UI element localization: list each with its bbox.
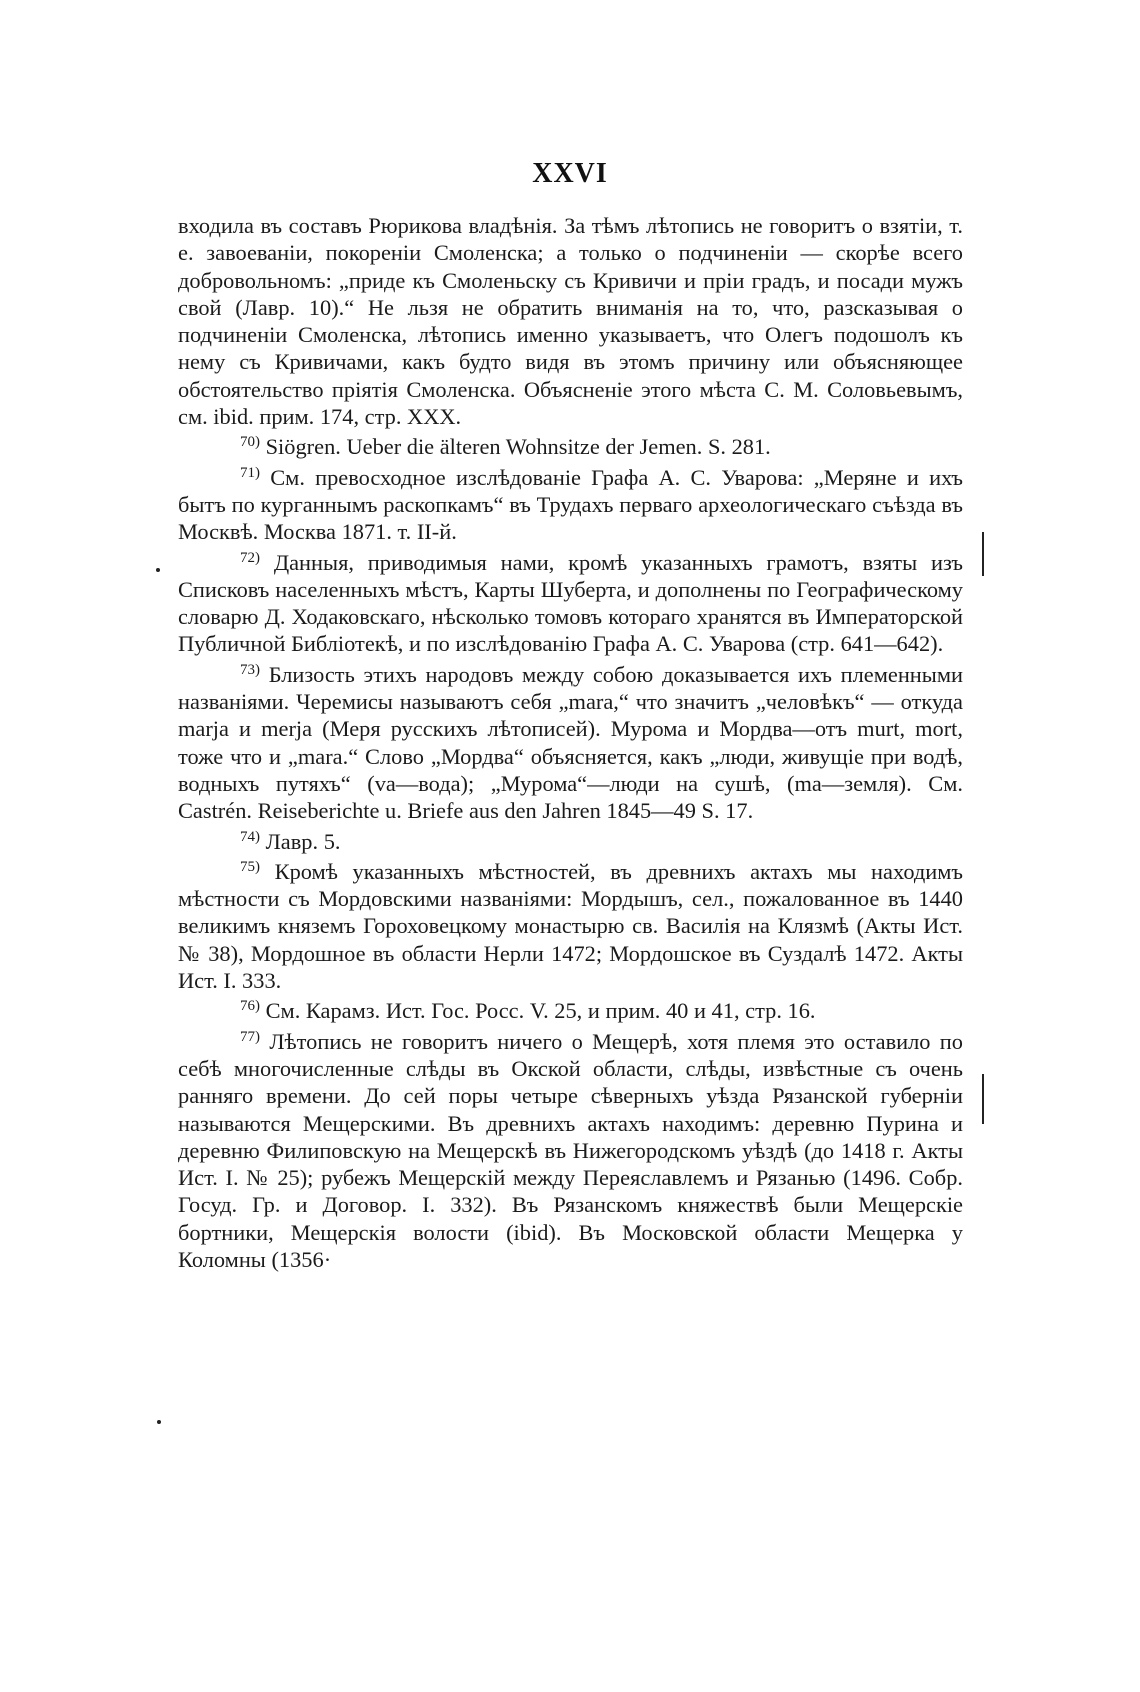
margin-mark-dot — [157, 1420, 161, 1424]
footnote-number: 74) — [240, 828, 260, 845]
footnote-number: 75) — [240, 858, 260, 875]
footnote-72 — [178, 549, 963, 658]
margin-mark-line — [982, 532, 984, 576]
footnote-number: 71) — [240, 464, 260, 481]
footnote-text: Лѣтопись не говоритъ ничего о Мещерѣ, хотя племя это оставило по себѣ многочисленные слѣды въ Окской области, слѣды, извѣстные съ очень ранняго времени. До сей поры четыре сѣверныхъ уѣзда Рязанской губерніи называются Мещерскими. Въ древнихъ актахъ находимъ: деревню Пурина и деревню Филиповскую на Мещерскѣ въ Нижегородскомъ уѣздѣ (до 1418 г. Акты Ист. I. № 25); рубежъ Мещерскій между Переяславлемъ и Рязанью (1496. Собр. Госуд. Гр. и Договор. I. 332). Въ Рязанскомъ княжествѣ были Мещерскіе бортники, Мещерскія волости (ibid). Въ Московской области Мещерка у Коломны (1356· — [178, 1028, 963, 1272]
page-body — [178, 212, 963, 1276]
footnote-number: 76) — [240, 998, 260, 1015]
paragraph-continuation — [178, 212, 963, 430]
footnote-70 — [178, 433, 963, 460]
footnote-number: 70) — [240, 434, 260, 451]
footnote-number: 77) — [240, 1028, 260, 1045]
page-folio: XXVI — [532, 158, 608, 189]
footnote-text: См. превосходное изслѣдованіе Графа А. С. Уварова: „Меряне и ихъ бытъ по курганнымъ раскопкамъ“ въ Трудахъ перваго археологическаго съѣзда въ Москвѣ. Москва 1871. т. II-й. — [178, 464, 963, 545]
footnote-71 — [178, 464, 963, 546]
footnote-77 — [178, 1028, 963, 1274]
footnote-text: См. Карамз. Ист. Гос. Росс. V. 25, и прим. 40 и 41, стр. 16. — [265, 998, 816, 1024]
footnote-text: Близость этихъ народовъ между собою доказывается ихъ племенными названіями. Черемисы называютъ себя „mara,“ что значитъ „человѣкъ“ — откуда marja и merja (Меря русскихъ лѣтописей). Мурома и Мордва—отъ murt, mort, тоже что и „mara.“ Слово „Мордва“ объясняется, какъ „люди, живущіе при водѣ, водныхъ путяхъ“ (va—вода); „Мурома“—люди на сушѣ, (ma—земля). См. Castrén. Reiseberichte u. Briefe aus den Jahren 1845—49 S. 17. — [178, 661, 963, 824]
footnote-text: Лавр. 5. — [265, 828, 341, 854]
paragraph-text: входила въ составъ Рюрикова владѣнія. За тѣмъ лѣтопись не говоритъ о взятіи, т. е. завоеваніи, покореніи Смоленска; а только о подчиненіи — скорѣе всего добровольномъ: „приде къ Смоленьску съ Кривичи и пріи градъ, и посади мужъ свой (Лавр. 10).“ Не льзя не обратить вниманія на то, что, разсказывая о подчиненіи Смоленска, лѣтопись именно указываетъ, что Олегъ подошолъ къ нему съ Кривичами, какъ будто видя въ этомъ причину или объясняющее обстоятельство прiятія Смоленска. Объясненіе этого мѣста С. М. Соловьевымъ, см. ibid. прим. 174, стр. XXX. — [178, 213, 963, 430]
margin-mark-dot — [156, 568, 160, 572]
footnote-74 — [178, 828, 963, 855]
footnote-text: Siögren. Ueber die älteren Wohnsitze der Jemen. S. 281. — [265, 434, 771, 460]
footnote-75 — [178, 858, 963, 994]
footnote-73 — [178, 661, 963, 825]
footnote-text: Данныя, приводимыя нами, кромѣ указанныхъ грамотъ, взяты изъ Списковъ населенныхъ мѣстъ, Карты Шуберта, и дополнены по Географическому словарю Д. Ходаковскаго, нѣсколько томовъ котораго хранятся въ Императорской Публичной Библіотекѣ, и по изслѣдованію Графа А. С. Уварова (стр. 641—642). — [178, 549, 963, 657]
footnote-number: 72) — [240, 549, 260, 566]
footnote-number: 73) — [240, 661, 260, 678]
margin-mark-line — [982, 1074, 984, 1124]
footnote-76 — [178, 997, 963, 1024]
footnote-text: Кромѣ указанныхъ мѣстностей, въ древнихъ актахъ мы находимъ мѣстности съ Мордовскими названіями: Мордышъ, сел., пожалованное въ 1440 великимъ княземъ Гороховецкому монастырю св. Василія на Клязмѣ (Акты Ист. № 38), Мордошное въ области Нерли 1472; Мордошское въ Суздалѣ 1472. Акты Ист. I. 333. — [178, 858, 963, 994]
